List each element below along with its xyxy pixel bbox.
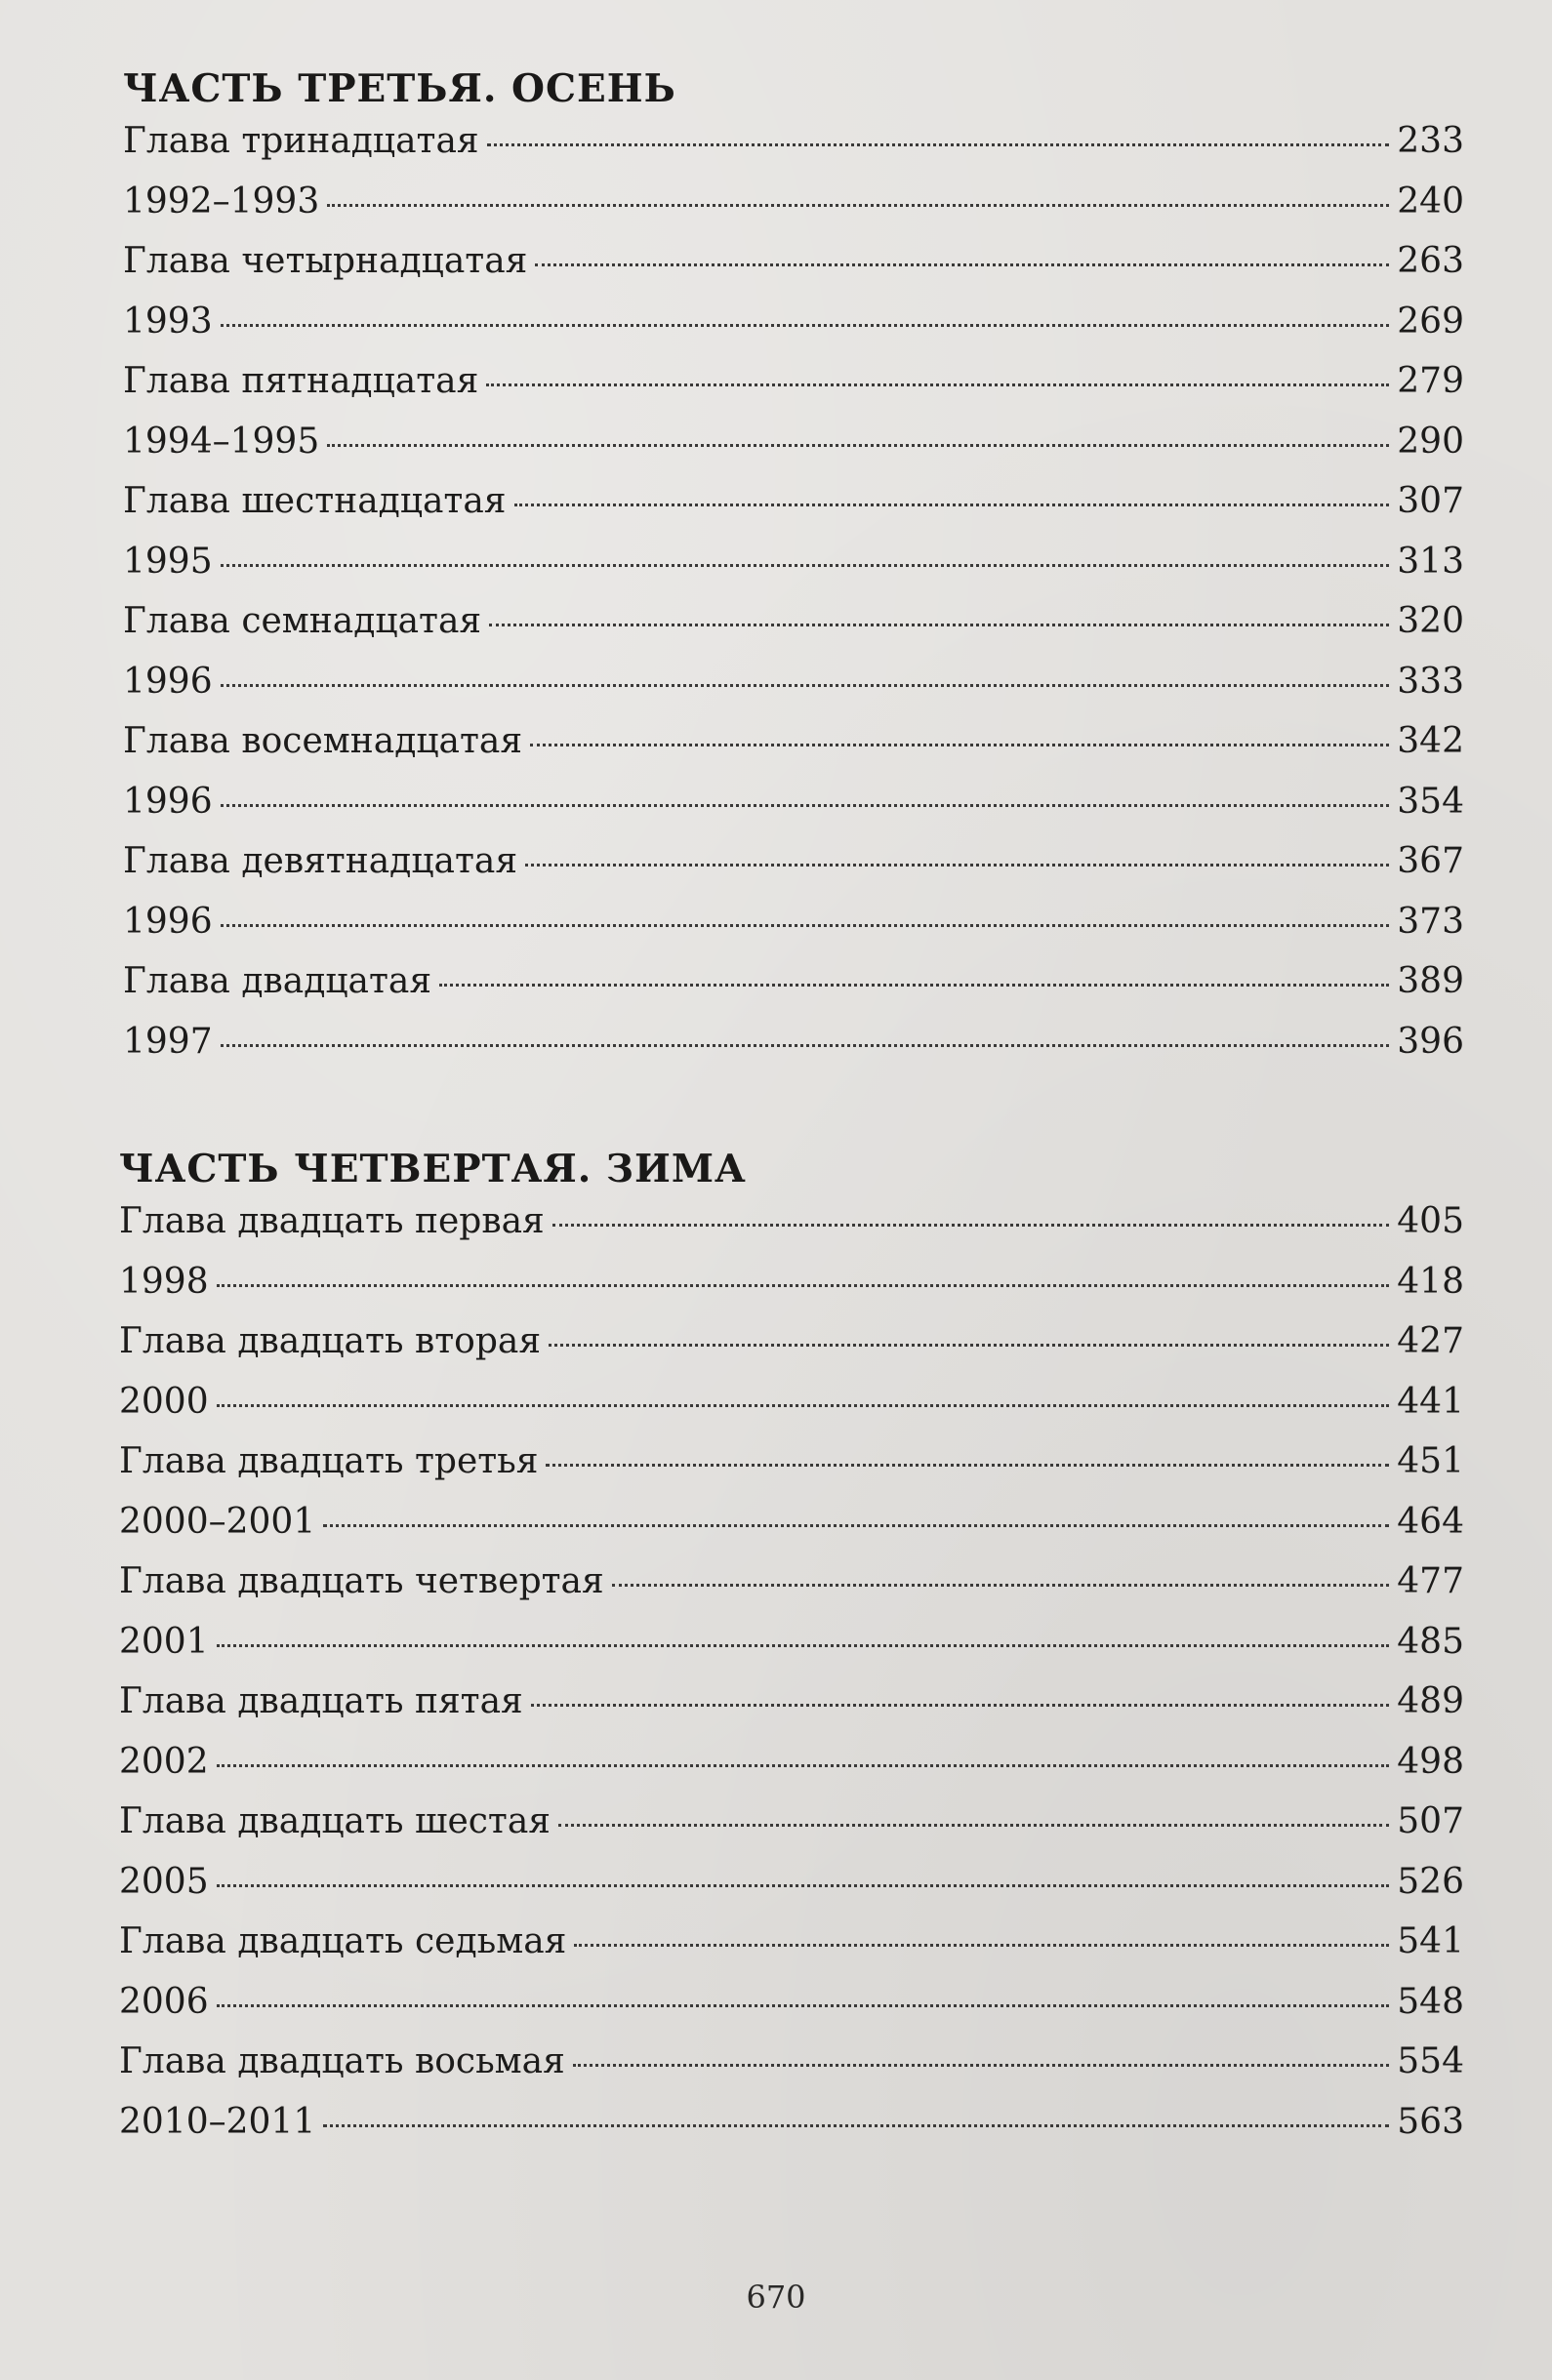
dot-leader	[221, 324, 1390, 327]
toc-entry-page: 451	[1397, 1441, 1464, 1481]
toc-entry-title: Глава восемнадцатая	[123, 721, 523, 761]
dot-leader	[573, 2064, 1389, 2067]
toc-entry	[123, 601, 1464, 662]
dot-leader	[530, 744, 1389, 746]
toc-entry-page: 489	[1397, 1681, 1464, 1721]
toc-entry-title: Глава двадцатая	[123, 961, 432, 1001]
toc-entry	[119, 1622, 1464, 1682]
toc-entry	[123, 721, 1464, 782]
toc-entry-page: 563	[1397, 2101, 1464, 2142]
toc-entry	[123, 481, 1464, 542]
dot-leader	[217, 1884, 1390, 1887]
toc-entry	[119, 1921, 1464, 1982]
toc-entry	[119, 1982, 1464, 2042]
toc-entry	[119, 2102, 1464, 2162]
toc-entry	[119, 1742, 1464, 1802]
dot-leader	[221, 1044, 1390, 1047]
dot-leader	[514, 504, 1390, 506]
toc-entry-title: Глава двадцать четвертая	[119, 1561, 604, 1601]
toc-entry-title: Глава двадцать восьмая	[119, 2041, 565, 2081]
toc-entry-page: 367	[1397, 841, 1464, 881]
toc-entry-page: 263	[1397, 241, 1464, 281]
toc-entry-page: 320	[1397, 601, 1464, 641]
dot-leader	[489, 624, 1389, 626]
dot-leader	[574, 1944, 1389, 1947]
toc-entry-page: 233	[1397, 121, 1464, 161]
toc-entry-title: Глава шестнадцатая	[123, 481, 507, 521]
toc-entry-title: Глава двадцать первая	[119, 1201, 545, 1241]
toc-entry	[123, 902, 1464, 962]
toc-entry-page: 373	[1397, 901, 1464, 942]
toc-entry	[123, 302, 1464, 362]
dot-leader	[327, 204, 1389, 207]
toc-entry-title: Глава четырнадцатая	[123, 241, 528, 281]
toc-entry-page: 354	[1397, 781, 1464, 822]
toc-entry	[119, 1681, 1464, 1742]
toc-list	[123, 121, 1464, 1081]
toc-entry-title: Глава тринадцатая	[123, 121, 479, 161]
dot-leader	[525, 864, 1389, 867]
dot-leader	[217, 1284, 1390, 1287]
toc-entry-title: Глава девятнадцатая	[123, 841, 518, 881]
toc-entry	[119, 1502, 1464, 1562]
dot-leader	[439, 984, 1389, 987]
toc-entry-page: 485	[1397, 1621, 1464, 1662]
toc-entry-title: Глава пятнадцатая	[123, 361, 479, 401]
toc-section-part-four	[119, 1137, 1464, 2161]
dot-leader	[546, 1464, 1389, 1467]
toc-entry-page: 342	[1397, 721, 1464, 761]
toc-entry	[119, 2041, 1464, 2102]
toc-entry	[123, 241, 1464, 302]
toc-entry	[123, 182, 1464, 242]
toc-entry-page: 541	[1397, 1921, 1464, 1961]
dot-leader	[221, 684, 1390, 687]
toc-entry-page: 498	[1397, 1741, 1464, 1782]
toc-entry-page: 554	[1397, 2041, 1464, 2081]
dot-leader	[558, 1824, 1389, 1827]
toc-entry	[119, 1862, 1464, 1922]
toc-entry-title: 1998	[119, 1261, 209, 1302]
toc-entry-page: 396	[1397, 1021, 1464, 1062]
toc-section-part-three	[123, 57, 1464, 1081]
section-heading: ЧАСТЬ ТРЕТЬЯ. ОСЕНЬ	[123, 66, 676, 111]
toc-entry-page: 507	[1397, 1801, 1464, 1841]
toc-entry-title: 1992–1993	[123, 181, 320, 222]
toc-entry-title: 2000–2001	[119, 1501, 316, 1542]
toc-entry-title: 1993	[123, 301, 213, 342]
toc-entry-page: 269	[1397, 301, 1464, 342]
toc-entry-page: 405	[1397, 1201, 1464, 1241]
toc-entry-title: 1996	[123, 781, 213, 822]
toc-entry-title: 2006	[119, 1981, 209, 2022]
dot-leader	[323, 2124, 1389, 2127]
dot-leader	[612, 1584, 1390, 1587]
toc-entry-page: 427	[1397, 1321, 1464, 1361]
dot-leader	[217, 2004, 1390, 2007]
toc-entry	[123, 961, 1464, 1022]
toc-entry	[123, 1022, 1464, 1082]
toc-entry	[119, 1801, 1464, 1862]
toc-entry	[119, 1561, 1464, 1622]
toc-entry-title: Глава двадцать пятая	[119, 1681, 523, 1721]
dot-leader	[327, 444, 1389, 447]
toc-entry-page: 389	[1397, 961, 1464, 1001]
toc-entry-title: 1994–1995	[123, 421, 320, 462]
dot-leader	[217, 1644, 1390, 1647]
toc-entry	[119, 1201, 1464, 1262]
dot-leader	[217, 1764, 1390, 1767]
toc-entry	[123, 662, 1464, 722]
toc-entry-title: 2005	[119, 1861, 209, 1902]
toc-entry-page: 526	[1397, 1861, 1464, 1902]
toc-entry	[123, 422, 1464, 482]
toc-entry-page: 307	[1397, 481, 1464, 521]
toc-entry	[119, 1262, 1464, 1322]
toc-entry-page: 548	[1397, 1981, 1464, 2022]
toc-entry	[123, 841, 1464, 902]
dot-leader	[531, 1704, 1390, 1707]
dot-leader	[535, 263, 1389, 266]
toc-entry-title: 2002	[119, 1741, 209, 1782]
dot-leader	[221, 924, 1390, 927]
toc-entry-title: 1997	[123, 1021, 213, 1062]
toc-entry-page: 418	[1397, 1261, 1464, 1302]
toc-entry-title: 2000	[119, 1381, 209, 1422]
toc-entry-title: 1996	[123, 901, 213, 942]
toc-entry	[123, 782, 1464, 842]
toc-entry-page: 290	[1397, 421, 1464, 462]
toc-entry	[123, 121, 1464, 182]
dot-leader	[487, 143, 1390, 146]
toc-entry-title: Глава двадцать седьмая	[119, 1921, 567, 1961]
toc-entry-title: Глава двадцать вторая	[119, 1321, 542, 1361]
toc-entry	[123, 542, 1464, 602]
dot-leader	[552, 1224, 1390, 1227]
toc-entry	[119, 1321, 1464, 1382]
dot-leader	[323, 1524, 1389, 1527]
dot-leader	[221, 564, 1390, 567]
section-heading: ЧАСТЬ ЧЕТВЕРТАЯ. ЗИМА	[119, 1147, 747, 1191]
toc-entry-title: Глава двадцать третья	[119, 1441, 539, 1481]
dot-leader	[221, 804, 1390, 807]
toc-entry-page: 464	[1397, 1501, 1464, 1542]
toc-entry-page: 441	[1397, 1381, 1464, 1422]
toc-entry-title: 2010–2011	[119, 2101, 316, 2142]
toc-entry-page: 477	[1397, 1561, 1464, 1601]
dot-leader	[486, 383, 1389, 386]
toc-entry	[123, 361, 1464, 422]
toc-entry-title: Глава двадцать шестая	[119, 1801, 551, 1841]
toc-entry-title: 1996	[123, 661, 213, 702]
page-number: 670	[746, 2279, 806, 2316]
dot-leader	[217, 1404, 1390, 1407]
dot-leader	[549, 1344, 1389, 1347]
toc-list	[119, 1201, 1464, 2161]
toc-entry-page: 313	[1397, 541, 1464, 582]
toc-entry-title: 1995	[123, 541, 213, 582]
toc-entry	[119, 1382, 1464, 1442]
toc-entry-title: Глава семнадцатая	[123, 601, 482, 641]
toc-entry-page: 240	[1397, 181, 1464, 222]
toc-entry-page: 279	[1397, 361, 1464, 401]
toc-entry-page: 333	[1397, 661, 1464, 702]
toc-entry	[119, 1441, 1464, 1502]
toc-entry-title: 2001	[119, 1621, 209, 1662]
